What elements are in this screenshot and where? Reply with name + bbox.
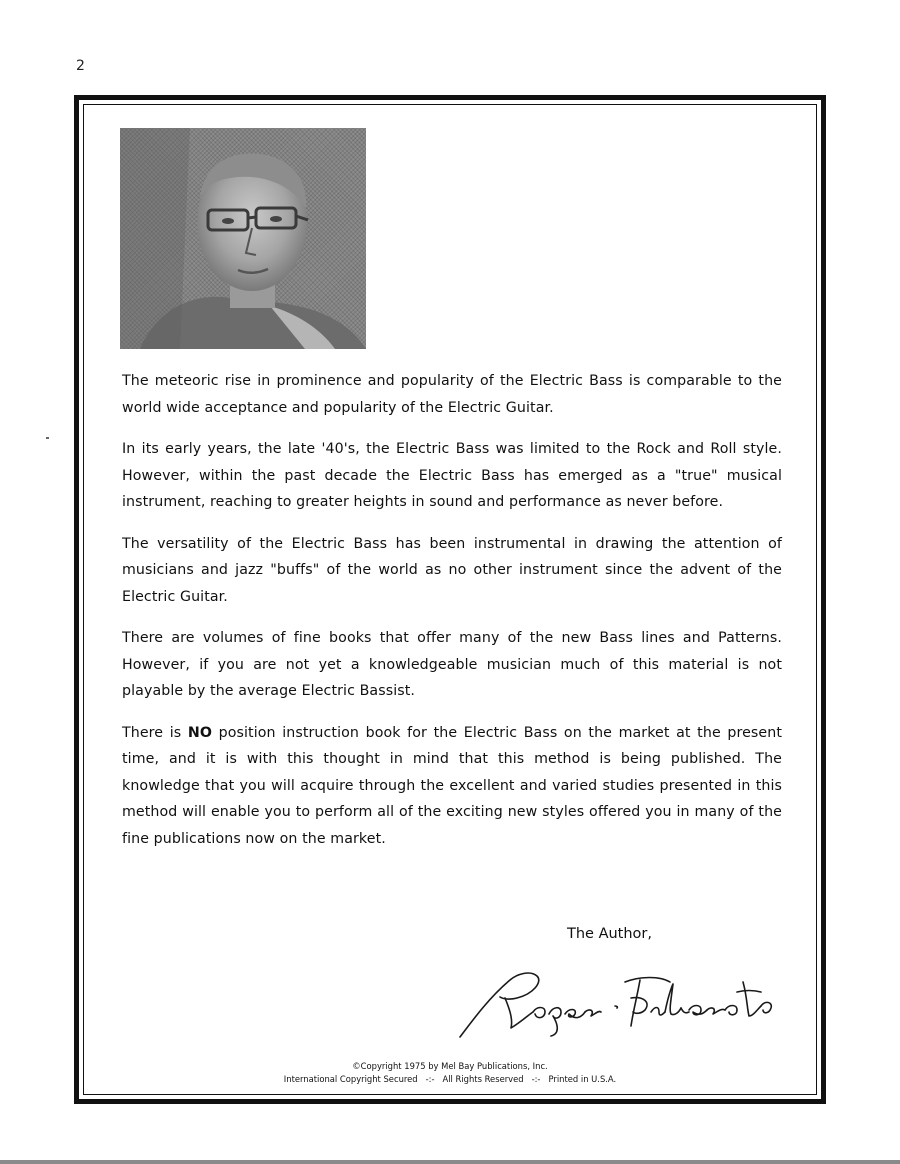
paragraph-4: There are volumes of fine books that offer many of the new Bass lines and Patterns. However, if you are not yet a knowledgeable musician much of this material is not playable by the average Electric Bassist. [122,630,782,699]
author-portrait-icon [120,128,366,349]
paragraph-5-lead: There is [122,724,188,741]
copyright-printed: Printed in U.S.A. [548,1074,617,1084]
copyright-separator: -:- [425,1074,435,1084]
closing-line: The Author, [567,926,653,942]
copyright-rights: All Rights Reserved [442,1074,524,1084]
copyright-line-2 [120,1073,780,1086]
paragraph-3: The versatility of the Electric Bass has been instrumental in drawing the attention of musicians and jazz "buffs" of the world as no other instrument since the advent of the Electric Guitar. [122,535,782,605]
paragraph-5-rest: position instruction book for the Electric Bass on the market at the present time, and it is with this thought in mind that this method is being published. The knowledge that you will acquire through the excellent and varied studies presented in this method will enable you to perform all of the exciting new styles offered you in many of the fine publications now on the market. [122,724,782,847]
copyright-secured: International Copyright Secured [283,1074,418,1084]
copyright-notice [120,1060,780,1086]
paragraph-1: The meteoric rise in prominence and popularity of the Electric Bass is comparable to the world wide acceptance and popularity of the Electric Guitar. [122,373,782,416]
paragraph-5 [122,720,782,853]
copyright-line-1: ©Copyright 1975 by Mel Bay Publications, Inc. [352,1061,548,1071]
body-text [122,368,782,867]
scan-edge [0,1160,900,1164]
handwritten-signature-icon [455,962,790,1042]
paragraph-5-emphasis: NO [187,724,213,741]
paragraph-2: In its early years, the late '40's, the Electric Bass was limited to the Rock and Roll style. However, within the past decade the Electric Bass has emerged as a "true" musical instrument, reaching to greater heights in sound and performance as never before. [122,441,782,510]
author-portrait-photo [120,128,366,349]
copyright-separator: -:- [531,1074,541,1084]
scan-speck [46,437,49,439]
page-number: 2 [76,58,85,74]
